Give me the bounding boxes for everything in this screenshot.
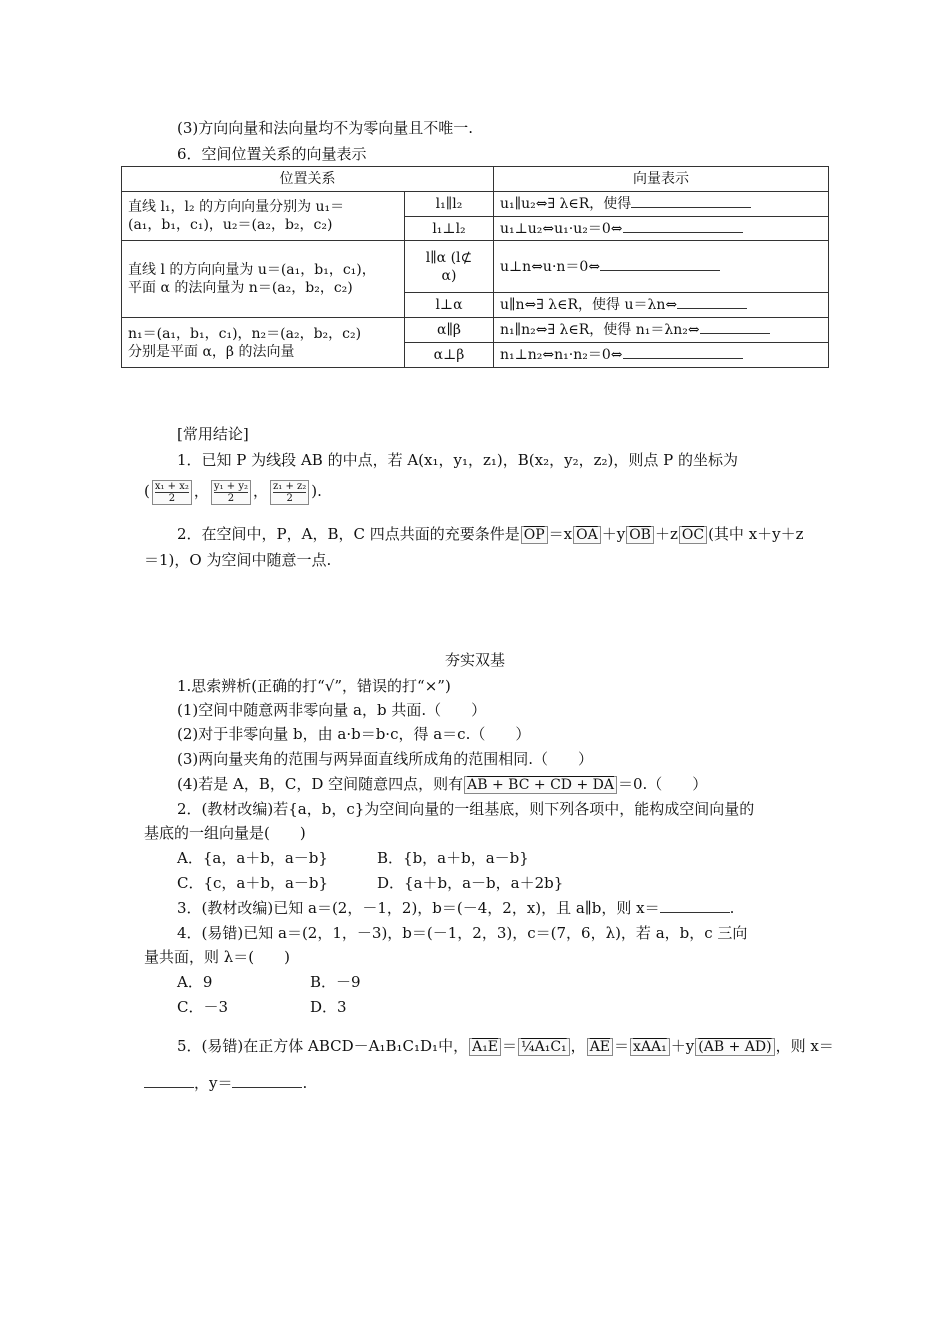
q5-eq-1: ＝: [502, 1037, 518, 1055]
question-5-line2: [144, 1073, 307, 1093]
formula-close-paren: ).: [311, 482, 322, 500]
fraction-x-numerator: x₁ + x₂: [154, 480, 189, 492]
r3-relation-line1: l∥α (l⊄: [425, 249, 473, 266]
question-1-1: (1)空间中随意两非零向量 a，b 共面.（ ）: [177, 701, 487, 719]
conclusion-2-line2: ＝1)，O 为空间中随意一点.: [144, 551, 332, 569]
practice-title: 夯实双基: [444, 651, 505, 669]
option-2c[interactable]: C．{c，a＋b，a－b}: [177, 874, 329, 892]
row1-desc-line2: (a₁，b₁，c₁)，u₂＝(a₂，b₂，c₂): [128, 217, 333, 233]
fraction-x: [152, 480, 192, 505]
r4-expr-text: u∥n⇔∃ λ∈R，使得 u＝λn⇔: [500, 297, 678, 313]
formula-open-paren: (: [144, 482, 150, 500]
r3-expr-text: u⊥n⇔u·n＝0⇔: [500, 258, 601, 275]
header-right: 向量表示: [494, 167, 829, 192]
table-row: [122, 318, 829, 343]
option-4b[interactable]: B．－9: [310, 973, 361, 991]
vector-ab-plus-ad: (AB + AD): [695, 1038, 774, 1056]
vector-representation-table: [121, 166, 829, 368]
q5-x-blank[interactable]: [144, 1075, 194, 1088]
question-2-line2: 基底的一组向量是( ): [144, 824, 306, 842]
question-3: [177, 898, 734, 918]
vector-oa: $\overline{OA}$: [573, 526, 601, 544]
r5-expr-text: n₁∥n₂⇔∃ λ∈R，使得 n₁＝λn₂⇔: [500, 322, 700, 338]
question-1-4-tail: ＝0.（ ）: [617, 775, 708, 793]
vector-xaa1: xAA₁: [630, 1038, 670, 1056]
r4-answer-blank[interactable]: [677, 296, 747, 309]
r2-expression: [494, 217, 829, 241]
plus-y: ＋y: [601, 525, 626, 543]
row2-description: [122, 241, 405, 318]
question-3-text: 3．(教材改编)已知 a＝(2，－1，2)，b＝(－4，2，x)，且 a∥b，则 x＝: [177, 899, 660, 917]
r3-expression: [494, 241, 829, 293]
conclusion-1: 1．已知 P 为线段 AB 的中点，若 A(x₁，y₁，z₁)，B(x₂，y₂，z₂)，则点 P 的坐标为: [177, 451, 738, 469]
conclusion-2-text: 2．在空间中，P，A，B，C 四点共面的充要条件是: [177, 525, 520, 543]
conclusions-title: [常用结论]: [177, 425, 249, 443]
question-5-tail: ，则 x＝: [775, 1037, 834, 1055]
plus-z: ＋z: [654, 525, 678, 543]
option-4c[interactable]: C．－3: [177, 998, 229, 1016]
conclusion-2: [177, 524, 804, 544]
option-2a[interactable]: A．{a，a＋b，a－b}: [177, 849, 328, 867]
row2-desc-line2: 平面 α 的法向量为 n＝(a₂，b₂，c₂): [128, 280, 353, 296]
row2-desc-line1: 直线 l 的方向向量为 u＝(a₁，b₁，c₁)，: [128, 262, 376, 278]
section-title: 6．空间位置关系的向量表示: [177, 145, 367, 163]
vector-sum: AB + BC + CD + DA: [464, 776, 617, 794]
r4-expression: [494, 293, 829, 318]
q5-eq-2: ＝: [614, 1037, 630, 1055]
r3-relation: [405, 241, 494, 293]
question-2: 2．(教材改编)若{a，b，c}为空间向量的一组基底，则下列各项中，能构成空间向量的: [177, 800, 755, 818]
table-row: [122, 241, 829, 293]
conclusion-2-tail: (其中 x＋y＋z: [708, 525, 804, 543]
question-1-4-text: (4)若是 A，B，C，D 空间随意四点，则有: [177, 775, 464, 793]
q5-y-label: ，y＝: [194, 1074, 233, 1092]
row3-desc-line1: n₁＝(a₁，b₁，c₁)，n₂＝(a₂，b₂，c₂): [128, 325, 362, 342]
fraction-z-numerator: z₁ + z₂: [273, 480, 307, 492]
r6-expression: [494, 343, 829, 368]
r1-answer-blank[interactable]: [631, 195, 751, 208]
vector-quarter-a1c1: ¼A₁C₁: [518, 1038, 570, 1056]
question-1-4: [177, 774, 707, 794]
row1-desc-line1: 直线 l₁，l₂ 的方向向量分别为 u₁＝: [128, 199, 345, 215]
eq-x: ＝x: [548, 525, 573, 543]
question-1: 1.思索辨析(正确的打“√”，错误的打“×”): [177, 677, 451, 695]
fraction-y-numerator: y₁ + y₂: [213, 480, 248, 492]
r6-relation: α⊥β: [405, 343, 494, 368]
r6-expr-text: n₁⊥n₂⇔n₁·n₂＝0⇔: [500, 347, 623, 363]
option-4d[interactable]: D．3: [310, 998, 347, 1016]
table-header-row: [122, 167, 829, 192]
r2-expr-text: u₁⊥u₂⇔u₁·u₂＝0⇔: [500, 220, 623, 237]
r5-expression: [494, 318, 829, 343]
conclusion-1-formula: ( $\frac{\text{x₁ + x₂}}{2}$ ， $\frac{\text{y₁ + y₂}}{2}$ ， $\frac{\text{z₁ + z₂}}{2}$ ).: [144, 480, 322, 504]
table-row: [122, 192, 829, 217]
fraction-z: [270, 480, 309, 505]
row1-description: [122, 192, 405, 241]
q5-y-blank[interactable]: [232, 1075, 302, 1088]
r4-relation: l⊥α: [405, 293, 494, 318]
question-4: 4．(易错)已知 a＝(2，1，－3)，b＝(－1，2，3)，c＝(7，6，λ)，若 a，b，c 三向: [177, 924, 748, 942]
question-3-end: .: [729, 899, 735, 917]
header-left: 位置关系: [122, 167, 494, 192]
r2-relation: l₁⊥l₂: [405, 217, 494, 241]
fraction-x-denominator: 2: [168, 492, 176, 504]
question-5: [177, 1034, 834, 1058]
option-4a[interactable]: A．9: [177, 973, 213, 991]
question-1-3: (3)两向量夹角的范围与两异面直线所成角的范围相同.（ ）: [177, 750, 594, 768]
r5-relation: α∥β: [405, 318, 494, 343]
vector-ae: $\overline{AE}$: [587, 1038, 613, 1056]
r1-expression: [494, 192, 829, 217]
question-4-line2: 量共面，则 λ＝( ): [144, 948, 290, 966]
r3-relation-line2: α): [441, 267, 457, 284]
option-2d[interactable]: D．{a＋b，a－b，a＋2b}: [377, 874, 564, 892]
vector-a1e: A₁E: [469, 1038, 501, 1056]
row3-description: [122, 318, 405, 368]
question-5-text: 5．(易错)在正方体 ABCD－A₁B₁C₁D₁中，: [177, 1037, 469, 1055]
fraction-y: [211, 480, 251, 505]
q3-answer-blank[interactable]: [660, 900, 730, 913]
vector-oc: $\overline{OC}$: [679, 526, 707, 544]
question-1-2: (2)对于非零向量 b，由 a·b＝b·c，得 a＝c.（ ）: [177, 725, 531, 743]
r2-answer-blank[interactable]: [623, 220, 743, 233]
r6-answer-blank[interactable]: [623, 346, 743, 359]
q5-comma: ，: [570, 1037, 586, 1055]
vector-ob: $\overline{OB}$: [626, 526, 654, 544]
q5-plus-y: ＋y: [670, 1037, 695, 1055]
r5-answer-blank[interactable]: [700, 321, 770, 334]
fraction-z-denominator: 2: [286, 492, 293, 504]
r1-expr-text: u₁∥u₂⇔∃ λ∈R，使得: [500, 196, 632, 212]
r1-relation: l₁∥l₂: [405, 192, 494, 217]
option-2b[interactable]: B．{b，a＋b，a－b}: [377, 849, 529, 867]
vector-op: $\overline{OP}$: [521, 526, 548, 544]
intro-line: (3)方向向量和法向量均不为零向量且不唯一.: [177, 119, 474, 137]
r3-answer-blank[interactable]: [600, 258, 720, 271]
row3-desc-line2: 分别是平面 α，β 的法向量: [128, 343, 295, 360]
fraction-y-denominator: 2: [227, 492, 235, 504]
q5-end: .: [302, 1074, 308, 1092]
